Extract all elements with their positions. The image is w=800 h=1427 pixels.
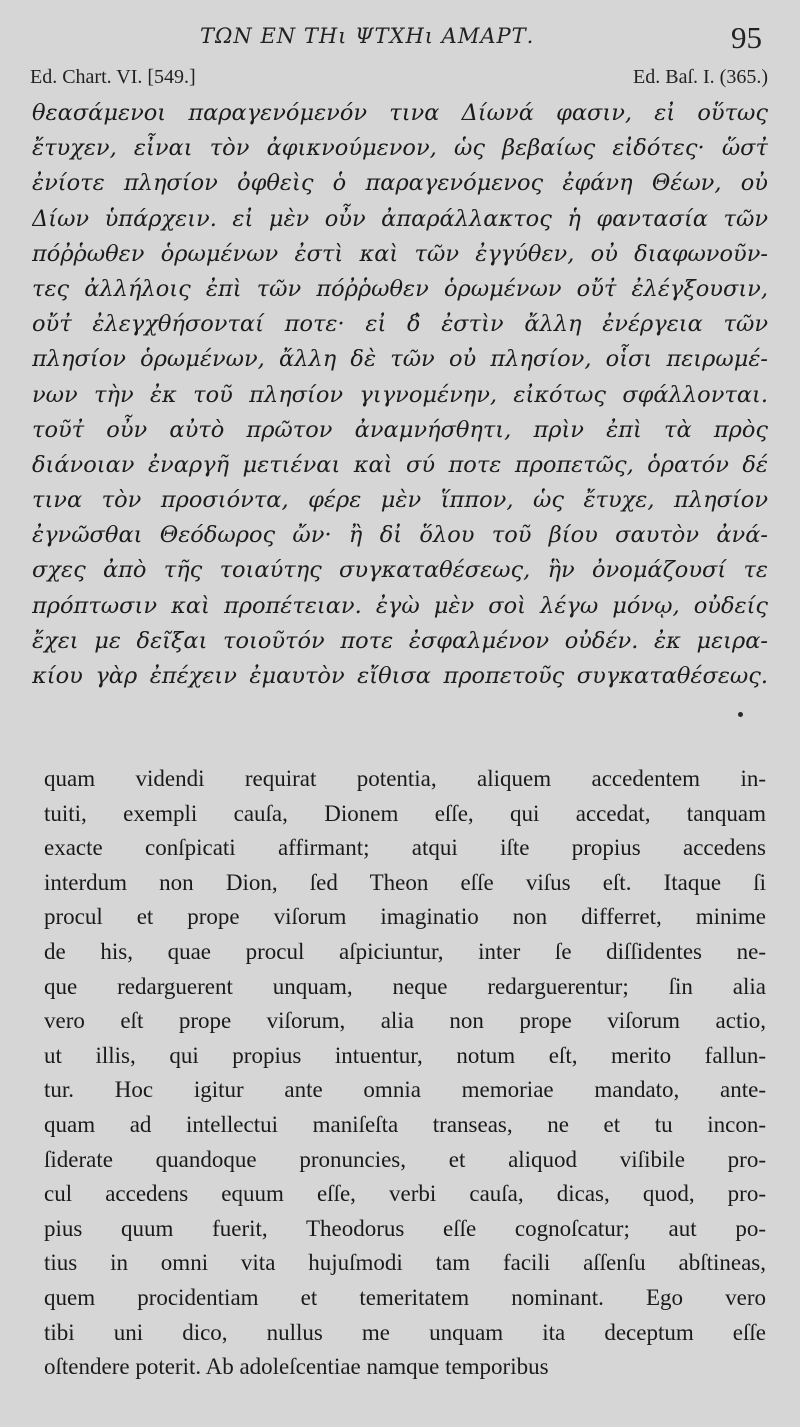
edition-references	[30, 66, 768, 96]
running-title: ΤΩΝ ΕΝ ΤΗι ΨΤΧΗι ΑΜΑΡΤ.	[200, 24, 535, 48]
greek-line: ἐνίοτε πλησίον ὀφθεὶς ὁ παραγενόμενος ἐφάνη Θέων, οὐ	[32, 170, 768, 197]
latin-line: vero eſt prope viſorum, alia non prope viſorum actio,	[44, 1008, 766, 1034]
latin-text-block	[44, 762, 766, 1385]
latin-line: cul accedens equum eſſe, verbi cauſa, dicas, quod, pro-	[44, 1181, 766, 1207]
latin-line: tibi uni dico, nullus me unquam ita deceptum eſſe	[44, 1319, 766, 1345]
running-head	[0, 18, 800, 58]
greek-line: πόῤῥωθεν ὁρωμένων ἐστὶ καὶ τῶν ἐγγύθεν, οὐ διαφωνοῦν-	[32, 240, 768, 267]
edition-chartier: Ed. Chart. VI. [549.]	[30, 66, 196, 88]
latin-line: de his, quae procul aſpiciuntur, inter ſe diſſidentes ne-	[44, 938, 766, 964]
printer-dot-mark	[738, 712, 743, 717]
latin-line: ut illis, qui propius intuentur, notum eſt, merito fallun-	[44, 1042, 766, 1068]
latin-line: tur. Hoc igitur ante omnia memoriae mandato, ante-	[44, 1077, 766, 1103]
latin-line: tius in omni vita hujuſmodi tam facili aſſenſu abſtineas,	[44, 1250, 766, 1276]
latin-line: exacte conſpicati affirmant; atqui iſte propius accedens	[44, 835, 766, 861]
latin-line: procul et prope viſorum imaginatio non differret, minime	[44, 904, 766, 930]
greek-line: τοῦτ̓ οὖν αὐτὸ πρῶτον ἀναμνήσθητι, πρὶν ἐπὶ τὰ πρὸς	[32, 416, 768, 443]
greek-line: Δίων ὑπάρχειν. εἰ μὲν οὖν ἀπαράλλακτος ἡ φαντασία τῶν	[32, 205, 768, 232]
greek-line: ἐγνῶσθαι Θεόδωρος ὤν· ἢ δἰ ὅλου τοῦ βίου σαυτὸν ἀνά-	[32, 522, 768, 549]
greek-line: ἔτυχεν, εἶναι τὸν ἀφικνούμενον, ὡς βεβαίως εἰδότες· ὥστ̓	[32, 135, 768, 162]
latin-line: quem procidentiam et temeritatem nominant. Ego vero	[44, 1284, 766, 1310]
greek-line: νων τὴν ἐκ τοῦ πλησίον γιγνομένην, εἰκότως σφάλλονται.	[32, 381, 768, 408]
greek-line: ἔχει με δεῖξαι τοιοῦτόν ποτε ἐσφαλμένον οὐδέν. ἐκ μειρα-	[32, 627, 768, 654]
latin-line: pius quum fuerit, Theodorus eſſe cognoſcatur; aut po-	[44, 1215, 766, 1241]
latin-line: quam videndi requirat potentia, aliquem accedentem in-	[44, 766, 766, 791]
latin-line: ſiderate quandoque pronuncies, et aliquod viſibile pro-	[44, 1146, 766, 1172]
latin-line: tuiti, exempli cauſa, Dionem eſſe, qui accedat, tanquam	[44, 800, 766, 826]
greek-line: τες ἀλλήλοις ἐπὶ τῶν πόῤῥωθεν ὁρωμένων οὔτ̓ ἐλέγξουσιν,	[32, 275, 768, 302]
greek-line: πρόπτωσιν καὶ προπέτειαν. ἐγὼ μὲν σοὶ λέγω μόνῳ, οὐδείς	[32, 592, 768, 619]
latin-line: interdum non Dion, ſed Theon eſſe viſus eſt. Itaque ſi	[44, 869, 766, 895]
greek-line: πλησίον ὁρωμένων, ἄλλη δὲ τῶν οὐ πλησίον, οἷσι πειρωμέ-	[32, 346, 768, 373]
latin-line: que redarguerent unquam, neque redarguerentur; ſin alia	[44, 973, 766, 999]
greek-line: διάνοιαν ἐναργῆ μετιέναι καὶ σύ ποτε προπετῶς, ὁρατόν δέ	[32, 451, 768, 478]
greek-line: θεασάμενοι παραγενόμενόν τινα Δίωνά φασιν, εἰ οὕτως	[32, 100, 768, 126]
latin-line: quam ad intellectui maniſeſta transeas, ne et tu incon-	[44, 1111, 766, 1137]
greek-line: οὔτ̓ ἐλεγχθήσονταί ποτε· εἰ δ̓ ἐστὶν ἄλλη ἐνέργεια τῶν	[32, 311, 768, 338]
page-number: 95	[731, 20, 762, 55]
greek-line: σχες ἀπὸ τῆς τοιαύτης συγκαταθέσεως, ἣν ὀνομάζουσί τε	[32, 557, 768, 584]
greek-line: κίου γὰρ ἐπέχειν ἐμαυτὸν εἴθισα προπετοῦς συγκαταθέσεως.	[32, 663, 768, 689]
greek-text-block	[32, 96, 768, 694]
edition-basel: Ed. Baſ. I. (365.)	[633, 66, 768, 88]
latin-line: oſtendere poterit. Ab adoleſcentiae namque temporibus	[44, 1354, 549, 1380]
greek-line: τινα τὸν προσιόντα, φέρε μὲν ἵππον, ὡς ἔτυχε, πλησίον	[32, 487, 768, 514]
